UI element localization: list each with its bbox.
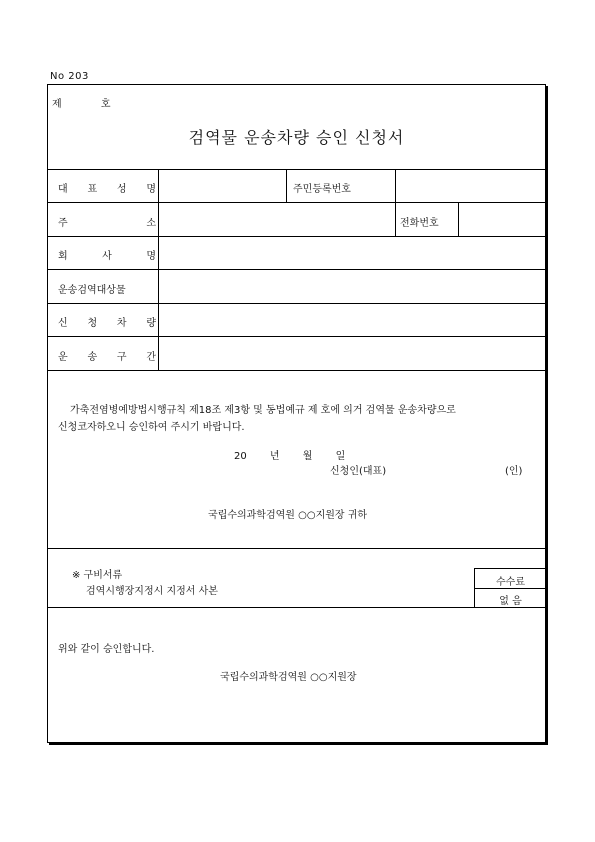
field-label-resident-no: 주민등록번호 [293, 184, 351, 195]
divider [48, 303, 545, 304]
field-label-cargo: 운송검역대상물 [58, 285, 126, 296]
divider [48, 548, 545, 549]
divider [48, 202, 545, 203]
divider [395, 202, 396, 236]
date-line: 20 년 월 일 [234, 451, 346, 462]
fee-box [474, 568, 546, 607]
rep-name-field[interactable] [160, 171, 284, 201]
statement-line-1: 가축전염병예방법시행규칙 제18조 제3항 및 동법예규 제 호에 의거 검역물 운송차량으로 [70, 405, 456, 416]
fee-value: 없 음 [499, 596, 522, 607]
divider [48, 269, 545, 270]
phone-field[interactable] [460, 204, 545, 235]
form-title: 검역물 운송차량 승인 신청서 [188, 128, 405, 147]
divider [48, 336, 545, 337]
seal-mark: (인) [505, 466, 523, 477]
approval-text: 위와 같이 승인합니다. [58, 644, 155, 655]
divider [48, 370, 545, 371]
address-field[interactable] [160, 204, 393, 235]
field-label-address: 주 소 [58, 218, 156, 229]
recipient: 국립수의과학검역원 ○○지원장 귀하 [208, 510, 368, 521]
vehicle-field[interactable] [160, 305, 545, 335]
applicant-label: 신청인(대표) [330, 466, 387, 477]
field-label-company: 회 사 명 [58, 251, 156, 262]
divider [286, 169, 287, 202]
field-label-rep-name: 대 표 성 명 [58, 184, 156, 195]
divider [48, 607, 545, 608]
divider [475, 588, 546, 589]
divider [458, 202, 459, 236]
statement-line-2: 신청코자하오니 승인하여 주시기 바랍니다. [58, 422, 245, 433]
cargo-field[interactable] [160, 271, 545, 302]
fee-label: 수수료 [496, 577, 525, 588]
field-label-route: 운 송 구 간 [58, 352, 156, 363]
route-field[interactable] [160, 338, 545, 369]
divider [395, 169, 396, 202]
documents-heading: ※ 구비서류 [72, 570, 123, 581]
application-form [47, 84, 546, 743]
application-statement [58, 402, 538, 436]
field-label-vehicle: 신 청 차 량 [58, 318, 156, 329]
resident-no-field[interactable] [397, 171, 545, 201]
document-number: No 203 [50, 71, 89, 82]
approval-authority: 국립수의과학검역원 ○○지원장 [220, 672, 357, 683]
divider [48, 169, 545, 170]
divider [48, 236, 545, 237]
company-field[interactable] [160, 238, 545, 268]
documents-item: 검역시행장지정시 지정서 사본 [86, 586, 218, 597]
issue-number-label: 제 호 [52, 99, 129, 110]
divider [158, 169, 159, 370]
field-label-phone: 전화번호 [400, 218, 439, 229]
